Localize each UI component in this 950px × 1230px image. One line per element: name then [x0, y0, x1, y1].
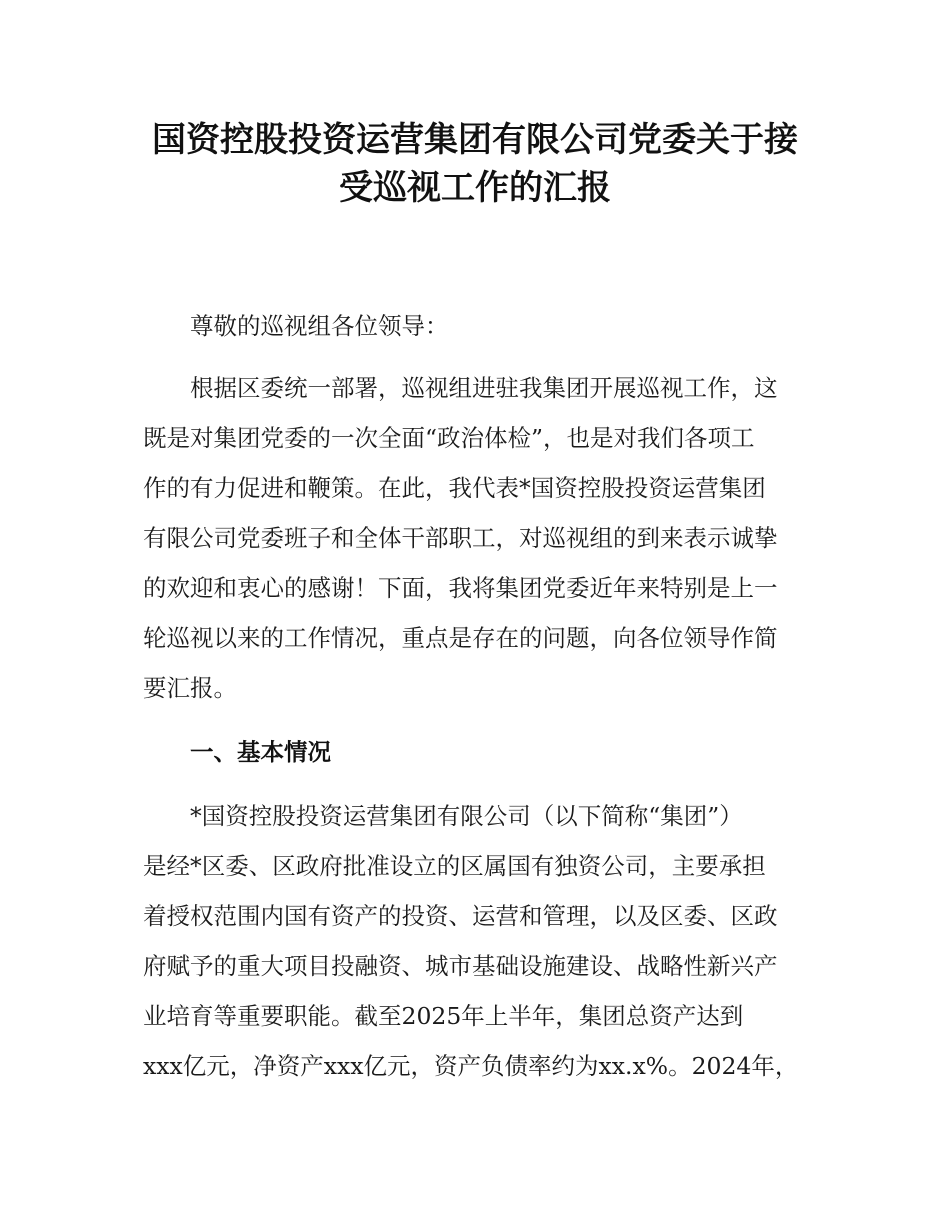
paragraph-1-line: 作的有力促进和鞭策。在此，我代表*国资控股投资运营集团	[143, 474, 766, 502]
document-title-line-1: 国资控股投资运营集团有限公司党委关于接	[152, 120, 798, 160]
paragraph-2-line: 业培育等重要职能。截至2025年上半年，集团总资产达到	[143, 1002, 744, 1030]
paragraph-1-line: 的欢迎和衷心的感谢！下面，我将集团党委近年来特别是上一	[143, 574, 778, 602]
document-title-line-2: 受巡视工作的汇报	[339, 168, 611, 208]
paragraph-1-line: 根据区委统一部署，巡视组进驻我集团开展巡视工作，这	[190, 374, 778, 402]
paragraph-2-line: 是经*区委、区政府批准设立的区属国有独资公司，主要承担	[143, 852, 766, 880]
paragraph-2-line: 着授权范围内国有资产的投资、运营和管理，以及区委、区政	[143, 902, 778, 930]
paragraph-1-line: 有限公司党委班子和全体干部职工，对巡视组的到来表示诚挚	[143, 524, 778, 552]
section-heading-basic-info: 一、基本情况	[190, 738, 331, 766]
paragraph-1-line: 轮巡视以来的工作情况，重点是存在的问题，向各位领导作简	[143, 624, 778, 652]
salutation: 尊敬的巡视组各位领导：	[190, 312, 449, 340]
paragraph-1-line: 既是对集团党委的一次全面“政治体检”，也是对我们各项工	[143, 424, 755, 452]
paragraph-2-line: xxx亿元，净资产xxx亿元，资产负债率约为xx.x%。2024年，	[143, 1052, 799, 1080]
paragraph-2-line: *国资控股投资运营集团有限公司（以下简称“集团”）	[190, 802, 743, 830]
paragraph-2-line: 府赋予的重大项目投融资、城市基础设施建设、战略性新兴产	[143, 952, 778, 980]
paragraph-1-line: 要汇报。	[143, 674, 237, 702]
